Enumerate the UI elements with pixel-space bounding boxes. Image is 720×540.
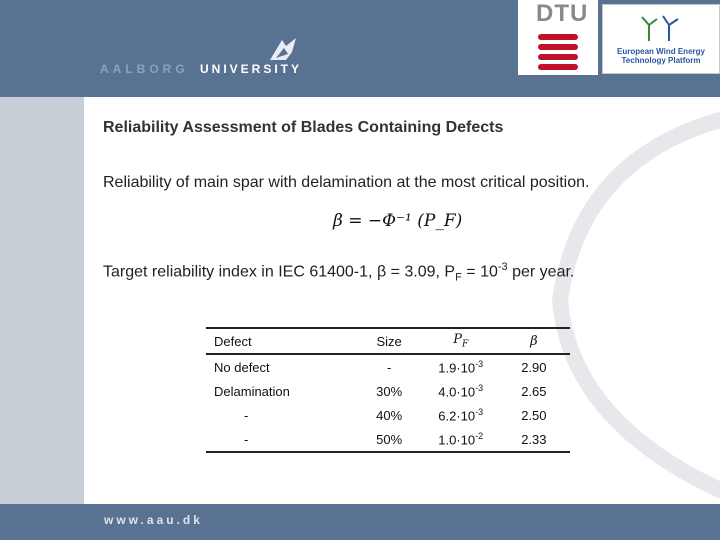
header-size: Size: [355, 328, 424, 354]
footer-url: www.aau.dk: [104, 513, 203, 527]
table-header-row: [206, 328, 570, 354]
cell-pf-mantissa: 1.9·10: [438, 360, 476, 376]
cell-size: 30%: [376, 383, 403, 399]
defects-table: [206, 327, 570, 453]
line2-beta-value: = 3.09,: [390, 263, 440, 281]
aau-word-university: UNIVERSITY: [200, 62, 303, 76]
header-beta: β: [498, 328, 570, 354]
cell-beta: 2.65: [521, 383, 547, 399]
cell-pf: [424, 403, 498, 427]
cell-beta: 2.50: [521, 407, 547, 423]
cell-beta: 2.33: [498, 427, 570, 452]
table-row: [206, 354, 570, 379]
cell-size: 40%: [376, 407, 403, 423]
slide-line-1: Reliability of main spar with delamination at the most critical position.: [103, 174, 590, 191]
wind-turbine-icon: [639, 13, 683, 43]
cell-pf-mantissa: 1.0·10: [438, 432, 476, 448]
cell-pf-mantissa: 4.0·10: [438, 384, 476, 400]
cell-defect: No defect: [214, 359, 270, 375]
slide-title: Reliability Assessment of Blades Containing Defects: [103, 119, 504, 136]
cell-pf: [424, 354, 498, 379]
dtu-logo: [518, 0, 598, 75]
left-panel: [0, 97, 84, 540]
table-row: [206, 427, 570, 452]
cell-pf: [424, 427, 498, 452]
ewe-line-1: European Wind Energy: [617, 47, 705, 56]
header-pf-symbol: P: [453, 332, 462, 348]
cell-defect: -: [244, 407, 249, 423]
header-pf-sub: F: [461, 339, 469, 350]
cell-pf-mantissa: 6.2·10: [438, 408, 476, 424]
line2-pf-symbol: P: [444, 263, 456, 281]
slide-line-2: [103, 261, 574, 284]
ewe-line-2: Technology Platform: [621, 56, 701, 65]
cell-size: 50%: [355, 427, 424, 452]
aau-word-aalborg: AALBORG: [100, 62, 189, 76]
cell-size: -: [386, 359, 392, 375]
line2-prefix: Target reliability index in IEC 61400-1,: [103, 263, 373, 281]
aau-emblem-icon: [268, 36, 298, 62]
dtu-label: DTU: [536, 0, 589, 27]
cell-pf-exp: -3: [475, 358, 484, 369]
cell-pf-exp: -3: [475, 406, 484, 417]
table-row: [206, 403, 570, 427]
header-defect: Defect: [206, 328, 355, 354]
aau-logo: [100, 36, 320, 76]
line2-pf-exp: -3: [497, 261, 508, 273]
line2-suffix: per year.: [512, 263, 575, 281]
cell-defect: Delamination: [214, 383, 290, 399]
line2-beta-symbol: β: [376, 263, 387, 281]
ewe-logo: [602, 4, 720, 74]
header-pf: [424, 328, 498, 354]
line2-pf-sub: F: [455, 271, 462, 284]
line2-pf-eq: = 10: [466, 263, 498, 281]
cell-defect: -: [206, 427, 355, 452]
reliability-formula: β = −Φ⁻¹ (P_F): [333, 211, 463, 231]
cell-beta: 2.90: [521, 359, 547, 375]
cell-pf-exp: -3: [475, 382, 484, 393]
dtu-emblem-icon: [538, 34, 578, 70]
table-row: [206, 379, 570, 403]
header-band: [0, 0, 720, 97]
cell-pf-exp: -2: [475, 430, 484, 441]
cell-pf: [424, 379, 498, 403]
